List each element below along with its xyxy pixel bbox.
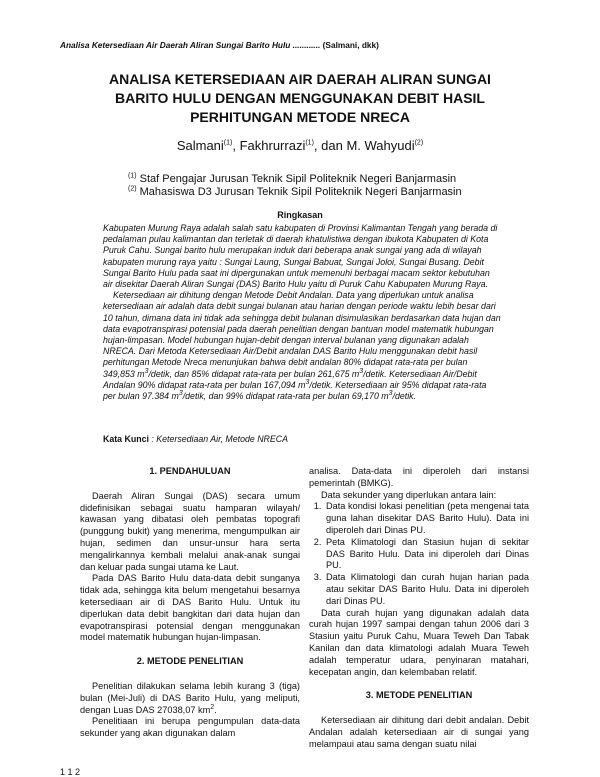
- author-separator: , dan: [313, 138, 347, 153]
- body-text: .: [214, 704, 217, 715]
- title-line: PERHITUNGAN METODE NRECA: [190, 109, 410, 125]
- body-paragraph: Penelitiaan ini berupa pengumpulan data-data sekunder yang akan digunakan dalam: [80, 716, 300, 739]
- author-mark: (1): [305, 139, 314, 147]
- affiliation-mark: (2): [128, 185, 137, 193]
- body-paragraph: Ketersediaan air dihitung dari debit andalan. Debit Andalan adalah ketersediaan air di sungai yang melampaui atau sama dengan suatu nilai: [309, 715, 529, 749]
- affiliation: [128, 186, 462, 198]
- right-column: [309, 466, 529, 751]
- abstract-text: /detik, dan 99% didapat rata-rata per bulan 69,170 m: [182, 391, 389, 402]
- body-paragraph: Data sekunder yang diperlukan antara lain:: [321, 489, 497, 500]
- title-line: ANALISA KETERSEDIAAN AIR DAERAH ALIRAN SUNGAI: [109, 71, 491, 87]
- abstract-text: /detik. Ketersediaan Air/Debit Andalan 90% didapat rata-rata per bulan 167,094 m: [103, 368, 477, 390]
- author-list: [0, 138, 600, 153]
- keywords-label: Kata Kunci: [103, 434, 149, 444]
- data-list: [309, 501, 529, 607]
- running-header-authors: (Salmani, dkk): [322, 40, 379, 50]
- abstract-paragraph: [103, 290, 501, 402]
- unit-exponent: 3: [144, 367, 149, 375]
- affiliation-mark: (1): [128, 172, 137, 180]
- author-name: M. Wahyudi: [346, 138, 415, 153]
- affiliation-text: Mahasiswa D3 Jurusan Teknik Sipil Politeknik Negeri Banjarmasin: [139, 186, 462, 198]
- abstract-text: /detik.: [392, 391, 416, 402]
- left-column: [80, 466, 300, 740]
- section-heading: 2. METODE PENELITIAN: [136, 656, 244, 667]
- abstract-text: /detik. Ketersediaan air 95% didapat rata-rata per bulan 97.384 m: [103, 379, 487, 402]
- title-line: BARITO HULU DENGAN MENGGUNAKAN DEBIT HASIL: [115, 90, 485, 106]
- list-item: 2. Peta Klimatologi dan Stasiun hujan di sekitar DAS Barito Hulu. Data ini diperoleh dari Dinas PU.: [324, 537, 529, 572]
- affiliation-text: Staf Pengajar Jurusan Teknik Sipil Politeknik Negeri Banjarmasin: [139, 173, 457, 185]
- body-paragraph: Data curah hujan yang digunakan adalah data curah hujan 1997 sampai dengan tahun 2006 dari 3 Stasiun yaitu Puruk Cahu, Muara Teweh Dan Tabak Kanilan dan data klimatologi adalah Muara Teweh adalah temperatur udara, penyinaran matahari, kecepatan angin, dan kelembaban relatif.: [309, 607, 529, 677]
- body-paragraph: [80, 681, 300, 716]
- section-heading: 1. PENDAHULUAN: [149, 466, 231, 476]
- running-header: [60, 40, 379, 50]
- author-mark: (2): [414, 139, 424, 147]
- body-paragraph: Pada DAS Barito Hulu data-data debit sunganya tidak ada, sehingga kita belum mengetahui besarnya ketersediaan air di DAS Barito Hulu. Untuk itu diperlukan data debit bangkitan dari data hujan dan evapotranspirasi potensial dengan menggunakan model matematik hubungan hujan-limpasan.: [80, 573, 300, 643]
- author-name: Salmani: [176, 138, 224, 153]
- unit-exponent: 3: [305, 378, 310, 386]
- unit-exponent: 3: [388, 390, 393, 398]
- author-separator: ,: [232, 138, 240, 153]
- abstract-text: /detik, dan 85% didapat rata-rata per bulan 261,675 m: [148, 368, 360, 379]
- body-paragraph: analisa. Data-data ini diperoleh dari instansi pemerintah (BMKG).: [309, 466, 529, 488]
- keywords-value: : Ketersediaan Air, Metode NRECA: [151, 434, 288, 444]
- page-number: 1 1 2: [60, 767, 81, 777]
- keywords: [103, 434, 501, 445]
- body-paragraph: Daerah Aliran Sungai (DAS) secara umum didefinisikan sebagai suatu hamparan wilayah/ kawasan yang dibatasi oleh pembatas topografi (punggung bukit) yang menerima, mengumpulkan air hujan, sedimen dan unsur-unsur hara serta mengalirkannya kembali melalui anak-anak sungai dan keluar pada sungai utama ke Laut.: [80, 490, 300, 572]
- abstract-heading: Ringkasan: [277, 210, 323, 220]
- abstract-text: Ketersediaan air dihitung dengan Metode Debit Andalan. Data yang diperlukan untuk analisa ketersediaan air adalah data debit sungai bulanan atau harian dengan periode waktu lebih besar dari 10 tahun, dimana data ini tidak ada sehingga debit bulanan disimulasikan berdasarkan data hujan dan data evapotranspirasi potensial pada daerah penelitian dengan bantuan model matematik hubungan hujan-limpasan. Model hubungan hujan-debit dengan interval bulanan yang digunakan adalah NRECA. Dari Metoda Ketersediaan Air/Debit andalan DAS Barito Hulu menggunakan debit hasil perhitungan Metode Nreca menunjukan bahwa debit andalan 80% didapat rata-rata per bulan 349,853 m: [103, 290, 501, 379]
- running-header-title: Analisa Ketersediaan Air Daerah Aliran Sungai Barito Hulu ............: [60, 40, 321, 50]
- section-heading: 3. METODE PENELITIAN: [365, 690, 473, 701]
- abstract: [103, 223, 501, 402]
- list-item: 3. Data Klimatologi dan curah hujan harian pada atau sekitar DAS Barito Hulu. Data ini diperoleh dari Dinas PU.: [324, 572, 529, 607]
- list-item: 1. Data kondisi lokasi penelitian (peta mengenai tata guna lahan disekitar DAS Barito Hulu). Data ini diperoleh dari Dinas PU.: [324, 501, 529, 536]
- abstract-paragraph: Kabupaten Murung Raya adalah salah satu kabupaten di Provinsi Kalimantan Tengah yang berada di pedalaman pulau kalimantan dan terletak di daerah khatulistiwa dengan ibukota Kabupaten di Kota Puruk Cahu. Sungai barito hulu merupakan induk dari beberapa anak sungai yang ada di wilayah kabupaten murung raya yaitu : Sungai Laung, Sungai Babuat, Sungai Joloi, Sungai Busang. Debit Sungai Barito Hulu pada saat ini dipergunakan untuk memenuhi berbagai macam sektor kebutuhan air disekitar Daerah Aliran Sungai (DAS) Barito Hulu yaitu di Puruk Cahu Kabupaten Murung Raya.: [103, 223, 498, 290]
- author-name: Fakhrurrazi: [239, 138, 306, 153]
- paper-title: [0, 70, 600, 127]
- unit-exponent: 3: [178, 390, 183, 398]
- body-text: Penelitian dilakukan selama lebih kurang 3 (tiga) bulan (Mei-Juli) di DAS Barito Hulu, yang meliputi, dengan Luas DAS 27038,07 km: [80, 680, 300, 715]
- author-mark: (1): [223, 139, 233, 147]
- unit-exponent: 3: [359, 367, 364, 375]
- affiliation: [128, 173, 456, 185]
- unit-exponent: 2: [210, 703, 215, 711]
